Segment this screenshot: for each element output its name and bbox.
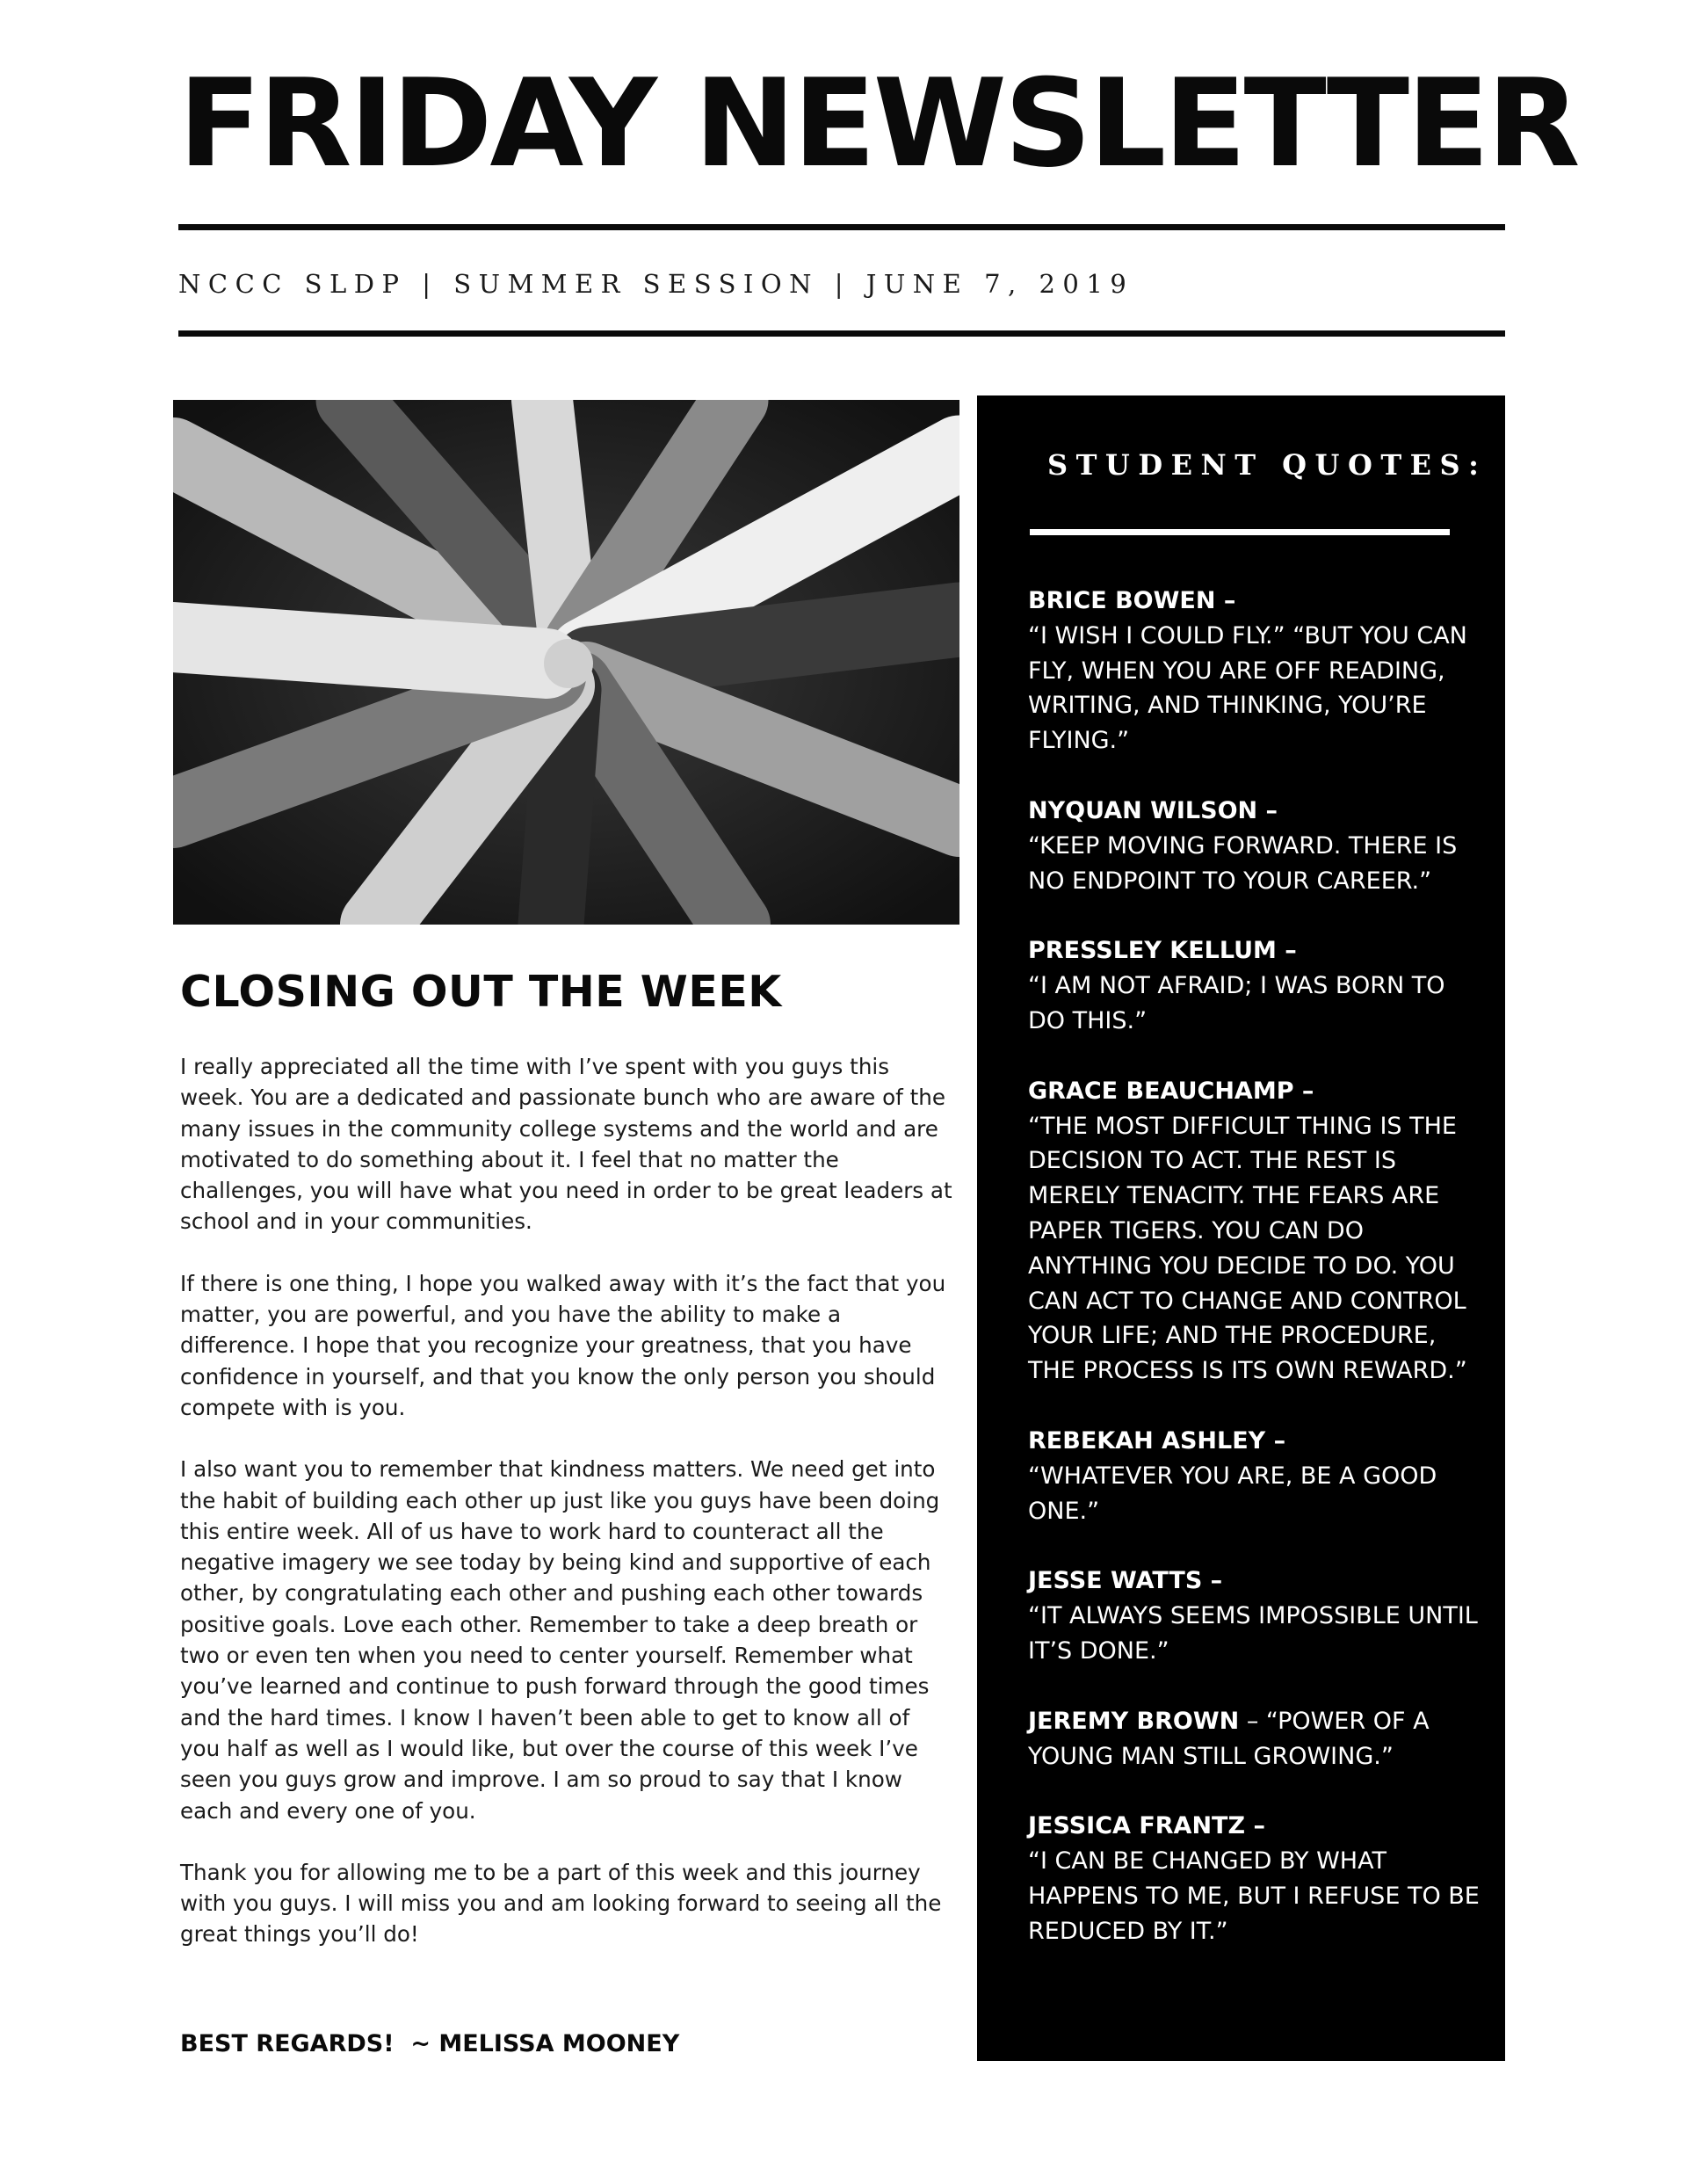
quote-text: “I WISH I COULD FLY.” “BUT YOU CAN FLY, WHEN YOU ARE OFF READING, WRITING, AND THINKING, YOU’RE FLYING.” — [1028, 621, 1467, 755]
quote-text: “WHATEVER YOU ARE, BE A GOOD ONE.” — [1028, 1462, 1437, 1525]
article-paragraph: I also want you to remember that kindness matters. We need get into the habit of building each other up just like you guys have been doing this entire week. All of us have to work hard to counteract all the negative imagery we see today by being kind and supportive of each other, by congratulating each other and pushing each other towards positive goals. Love each other. Remember to take a deep breath or two or even ten when you need to center yourself. Remember what you’ve learned and continue to push forward through the good times and the hard times. I know I haven’t been able to get to know all of you half as well as I would like, but over the course of this week I’ve seen you guys grow and improve. I am so proud to say that I know each and every one of you. — [180, 1456, 940, 1824]
quotes-list — [1028, 584, 1485, 1984]
student-quotes-sidebar — [977, 395, 1505, 2061]
hands-photo-illustration — [173, 400, 959, 925]
article-heading: CLOSING OUT THE WEEK — [180, 967, 782, 1017]
article-paragraph: If there is one thing, I hope you walked away with it’s the fact that you matter, you are powerful, and you have the ability to make a difference. I hope that you recognize your greatness, that you have confidence in yourself, and that you know the only person you should compete with is you. — [180, 1270, 946, 1420]
quote-text: “THE MOST DIFFICULT THING IS THE DECISION TO ACT. THE REST IS MERELY TENACITY. THE FEARS ARE PAPER TIGERS. YOU CAN DO ANYTHING YOU DECIDE TO DO. YOU CAN ACT TO CHANGE AND CONTROL YOUR LIFE; AND THE PROCEDURE, THE PROCESS IS ITS OWN REWARD.” — [1028, 1112, 1467, 1385]
quote-item — [1028, 1704, 1485, 1774]
header-rule-top — [178, 224, 1505, 230]
sidebar-rule — [1030, 529, 1450, 535]
quote-author: PRESSLEY KELLUM – — [1028, 937, 1297, 965]
quote-item — [1028, 794, 1485, 898]
article-paragraph: I really appreciated all the time with I’ve spent with you guys this week. You are a dedicated and passionate bunch who are aware of the many issues in the community college systems and the world and are motivated to do something about it. I feel that no matter the challenges, you will have what you need in order to be great leaders at school and in your communities. — [180, 1054, 952, 1235]
quote-text: “I CAN BE CHANGED BY WHAT HAPPENS TO ME, BUT I REFUSE TO BE REDUCED BY IT.” — [1028, 1847, 1480, 1945]
quote-item — [1028, 584, 1485, 758]
header-rule-bottom — [178, 330, 1505, 337]
quote-item — [1028, 1809, 1485, 1948]
article-body — [180, 1051, 953, 1981]
quote-item — [1028, 1564, 1485, 1668]
quote-text: “I AM NOT AFRAID; I WAS BORN TO DO THIS.” — [1028, 972, 1445, 1034]
quote-author: GRACE BEAUCHAMP – — [1028, 1077, 1314, 1105]
quote-author: REBEKAH ASHLEY – — [1028, 1426, 1286, 1455]
newsletter-subtitle: NCCC SLDP | SUMMER SESSION | JUNE 7, 2019 — [178, 269, 1134, 299]
hands-together-photo — [173, 400, 959, 925]
quote-author: BRICE BOWEN – — [1028, 587, 1236, 614]
article-paragraph: Thank you for allowing me to be a part of this week and this journey with you guys. I will miss you and am looking forward to seeing all the great things you’ll do! — [180, 1859, 942, 1948]
quote-author: JESSE WATTS – — [1028, 1567, 1223, 1595]
quote-text: “IT ALWAYS SEEMS IMPOSSIBLE UNTIL IT’S DONE.” — [1028, 1602, 1478, 1665]
quote-author: JEREMY BROWN — [1028, 1707, 1240, 1735]
quote-item — [1028, 933, 1485, 1038]
quote-text: “KEEP MOVING FORWARD. THERE IS NO ENDPOINT TO YOUR CAREER.” — [1028, 831, 1458, 895]
article-signoff: BEST REGARDS! ~ MELISSA MOONEY — [180, 2030, 680, 2057]
quote-item — [1028, 1074, 1485, 1389]
quote-text: – “POWER OF A YOUNG MAN STILL GROWING.” — [1028, 1707, 1430, 1770]
sidebar-title: STUDENT QUOTES: — [1047, 448, 1488, 482]
quote-author: NYQUAN WILSON – — [1028, 796, 1278, 824]
quote-author: JESSICA FRANTZ – — [1028, 1812, 1265, 1840]
quote-item — [1028, 1424, 1485, 1528]
newsletter-title: FRIDAY NEWSLETTER — [178, 53, 1578, 194]
